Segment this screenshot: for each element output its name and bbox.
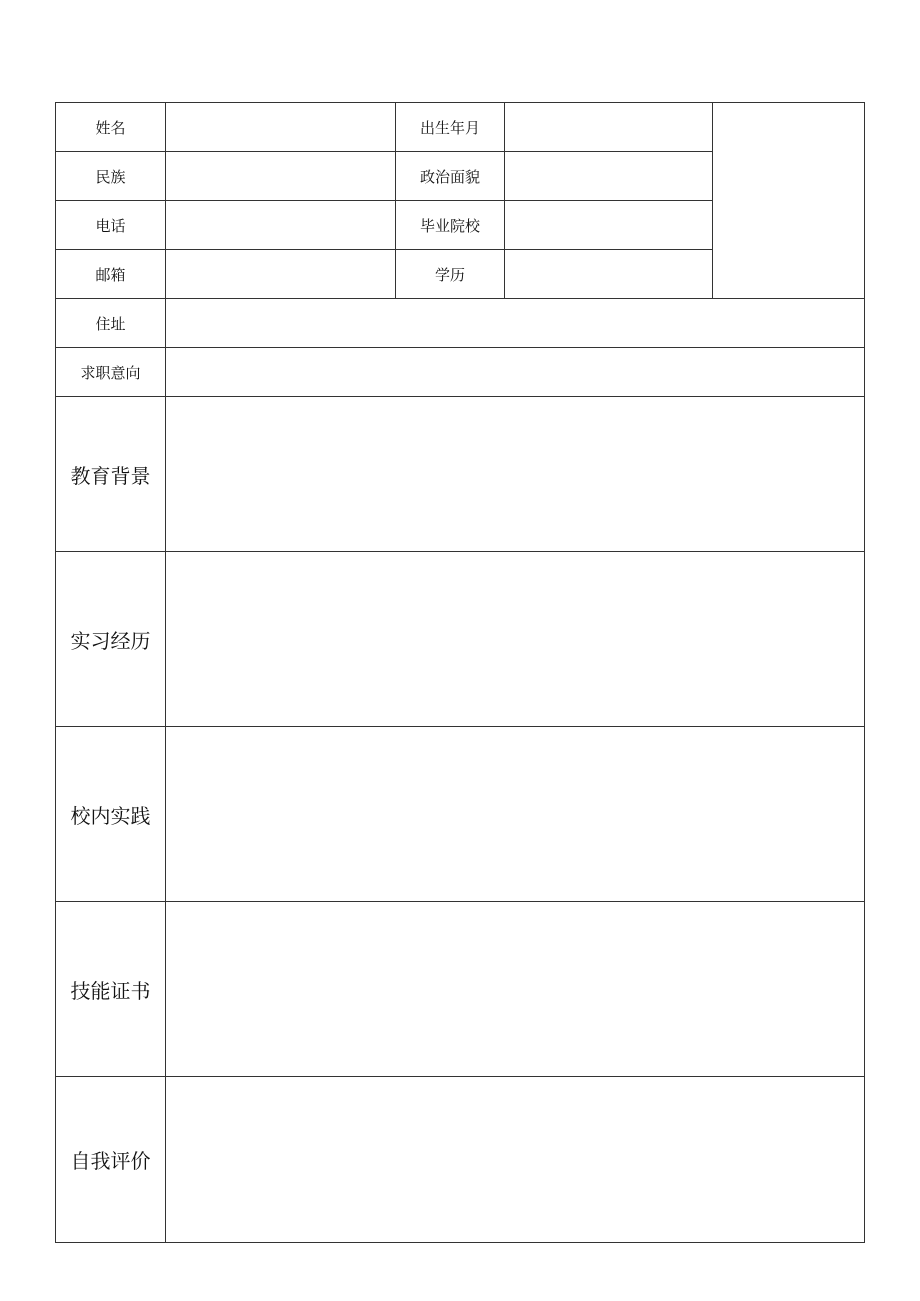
campus-practice-field[interactable] <box>166 727 865 902</box>
internship-field[interactable] <box>166 552 865 727</box>
political-status-label: 政治面貌 <box>396 152 505 201</box>
skills-certificates-field[interactable] <box>166 902 865 1077</box>
job-intent-label: 求职意向 <box>56 348 166 397</box>
phone-field[interactable] <box>166 201 396 250</box>
internship-label: 实习经历 <box>56 552 166 727</box>
phone-label: 电话 <box>56 201 166 250</box>
education-field[interactable] <box>166 397 865 552</box>
self-evaluation-label: 自我评价 <box>56 1077 166 1243</box>
photo-box[interactable] <box>713 103 865 299</box>
birth-date-label: 出生年月 <box>396 103 505 152</box>
school-field[interactable] <box>505 201 713 250</box>
address-field[interactable] <box>166 299 865 348</box>
campus-practice-label: 校内实践 <box>56 727 166 902</box>
education-label: 教育背景 <box>56 397 166 552</box>
name-label: 姓名 <box>56 103 166 152</box>
self-evaluation-field[interactable] <box>166 1077 865 1243</box>
email-field[interactable] <box>166 250 396 299</box>
resume-form-table <box>55 102 865 1243</box>
job-intent-field[interactable] <box>166 348 865 397</box>
birth-date-field[interactable] <box>505 103 713 152</box>
address-label: 住址 <box>56 299 166 348</box>
ethnicity-label: 民族 <box>56 152 166 201</box>
degree-label: 学历 <box>396 250 505 299</box>
name-field[interactable] <box>166 103 396 152</box>
skills-certificates-label: 技能证书 <box>56 902 166 1077</box>
ethnicity-field[interactable] <box>166 152 396 201</box>
political-status-field[interactable] <box>505 152 713 201</box>
school-label: 毕业院校 <box>396 201 505 250</box>
degree-field[interactable] <box>505 250 713 299</box>
email-label: 邮箱 <box>56 250 166 299</box>
